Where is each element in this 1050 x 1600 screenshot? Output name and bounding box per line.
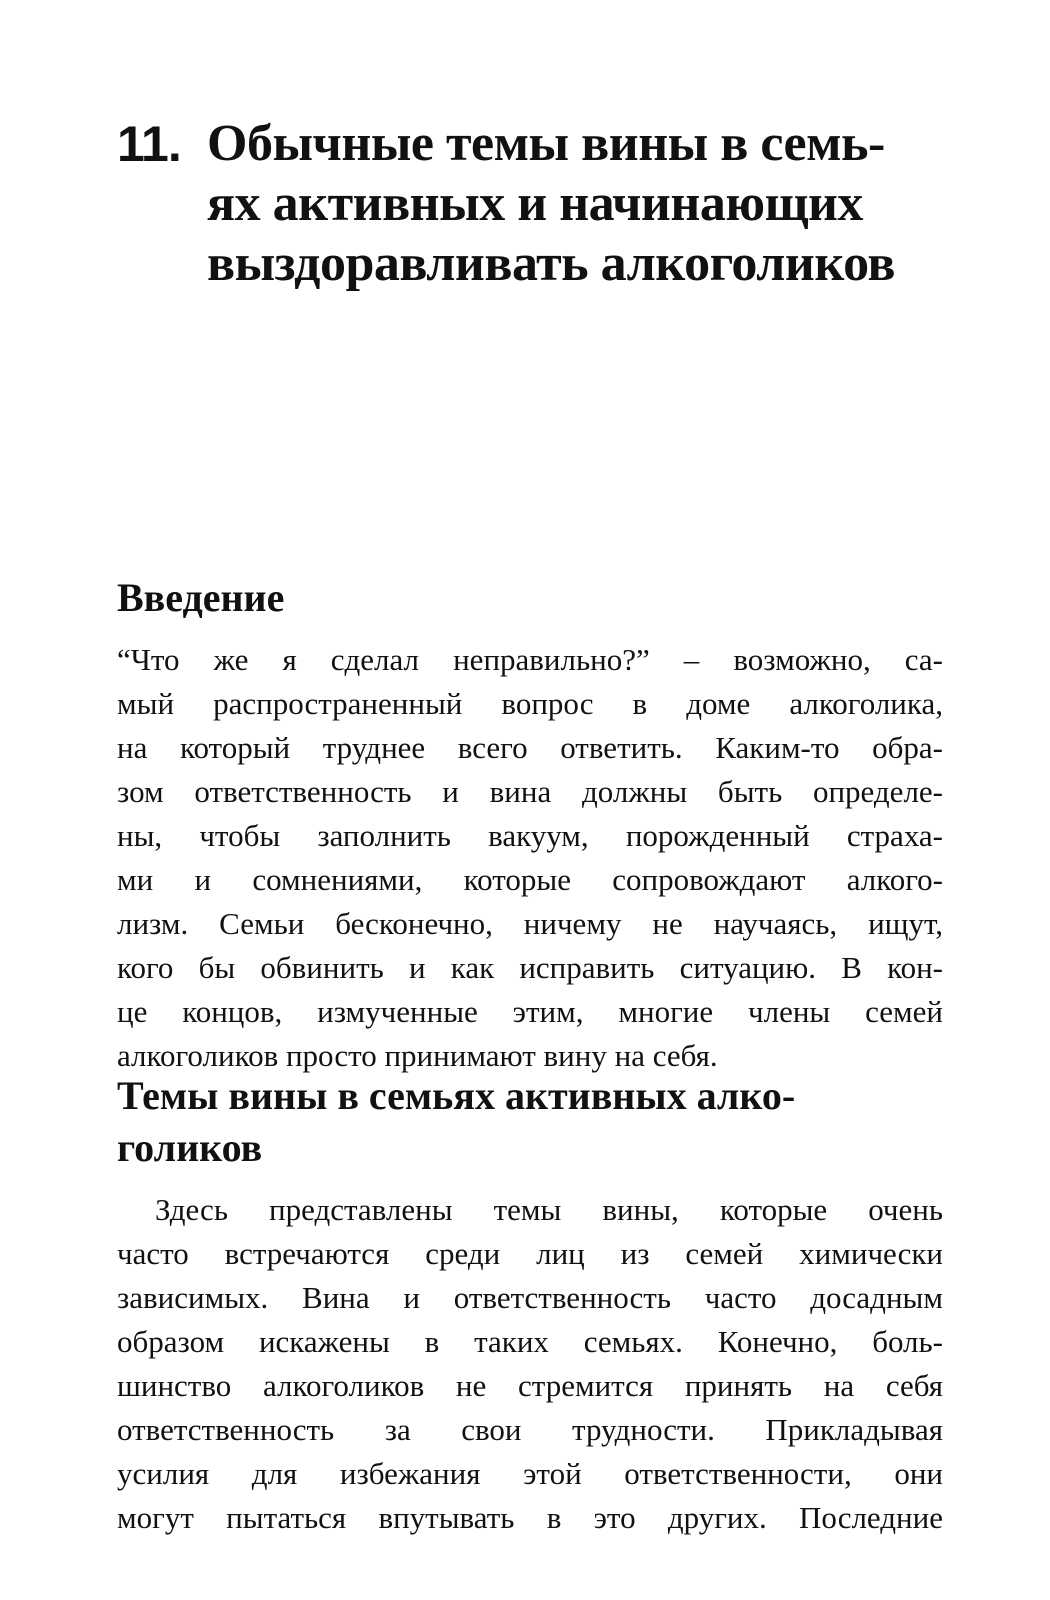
- paragraph-line: алкоголиков просто принимают вину на себя.: [117, 1038, 718, 1073]
- paragraph-line: ответственность за свои трудности. Прикладывая: [117, 1412, 943, 1447]
- chapter-title: [117, 114, 947, 294]
- paragraph-line: “Что же я сделал неправильно?” – возможно, са-: [117, 642, 943, 677]
- paragraph-line: на который труднее всего ответить. Каким-то обра-: [117, 730, 943, 765]
- chapter-title-line: выздоравливать алкоголиков: [207, 235, 895, 292]
- section-heading-line: голиков: [117, 1125, 263, 1170]
- section-heading-line: Темы вины в семьях активных алко-: [117, 1073, 796, 1118]
- chapter-title-line: ях активных и начинающих: [207, 175, 863, 232]
- chapter-title-line: Обычные темы вины в семь-: [207, 115, 885, 172]
- paragraph-line: ны, чтобы заполнить вакуум, порожденный страха-: [117, 818, 943, 853]
- paragraph-line: лизм. Семьи бесконечно, ничему не научаясь, ищут,: [117, 906, 943, 941]
- paragraph-line: часто встречаются среди лиц из семей химически: [117, 1236, 943, 1271]
- chapter-title-text: [207, 114, 895, 294]
- section-heading-active-alcoholics: [117, 1070, 795, 1174]
- paragraph-line: ми и сомнениями, которые сопровождают алкого-: [117, 862, 943, 897]
- paragraph-line: зом ответственность и вина должны быть определе-: [117, 774, 943, 809]
- paragraph-line: шинство алкоголиков не стремится принять на себя: [117, 1368, 943, 1403]
- paragraph-line: Здесь представлены темы вины, которые очень: [155, 1192, 943, 1227]
- paragraph-line: це концов, измученные этим, многие члены семей: [117, 994, 943, 1029]
- paragraph-line: зависимых. Вина и ответственность часто досадным: [117, 1280, 943, 1315]
- active-alcoholics-paragraph: [117, 1188, 943, 1540]
- paragraph-line: кого бы обвинить и как исправить ситуацию. В кон-: [117, 950, 943, 985]
- paragraph-line: мый распространенный вопрос в доме алкоголика,: [117, 686, 943, 721]
- paragraph-line: образом искажены в таких семьях. Конечно, боль-: [117, 1324, 943, 1359]
- chapter-number: 11.: [117, 116, 181, 172]
- paragraph-line: могут пытаться впутывать в это других. Последние: [117, 1500, 943, 1535]
- section-heading-introduction: Введение: [117, 575, 285, 620]
- paragraph-line: усилия для избежания этой ответственности, они: [117, 1456, 943, 1491]
- introduction-paragraph: [117, 638, 943, 1078]
